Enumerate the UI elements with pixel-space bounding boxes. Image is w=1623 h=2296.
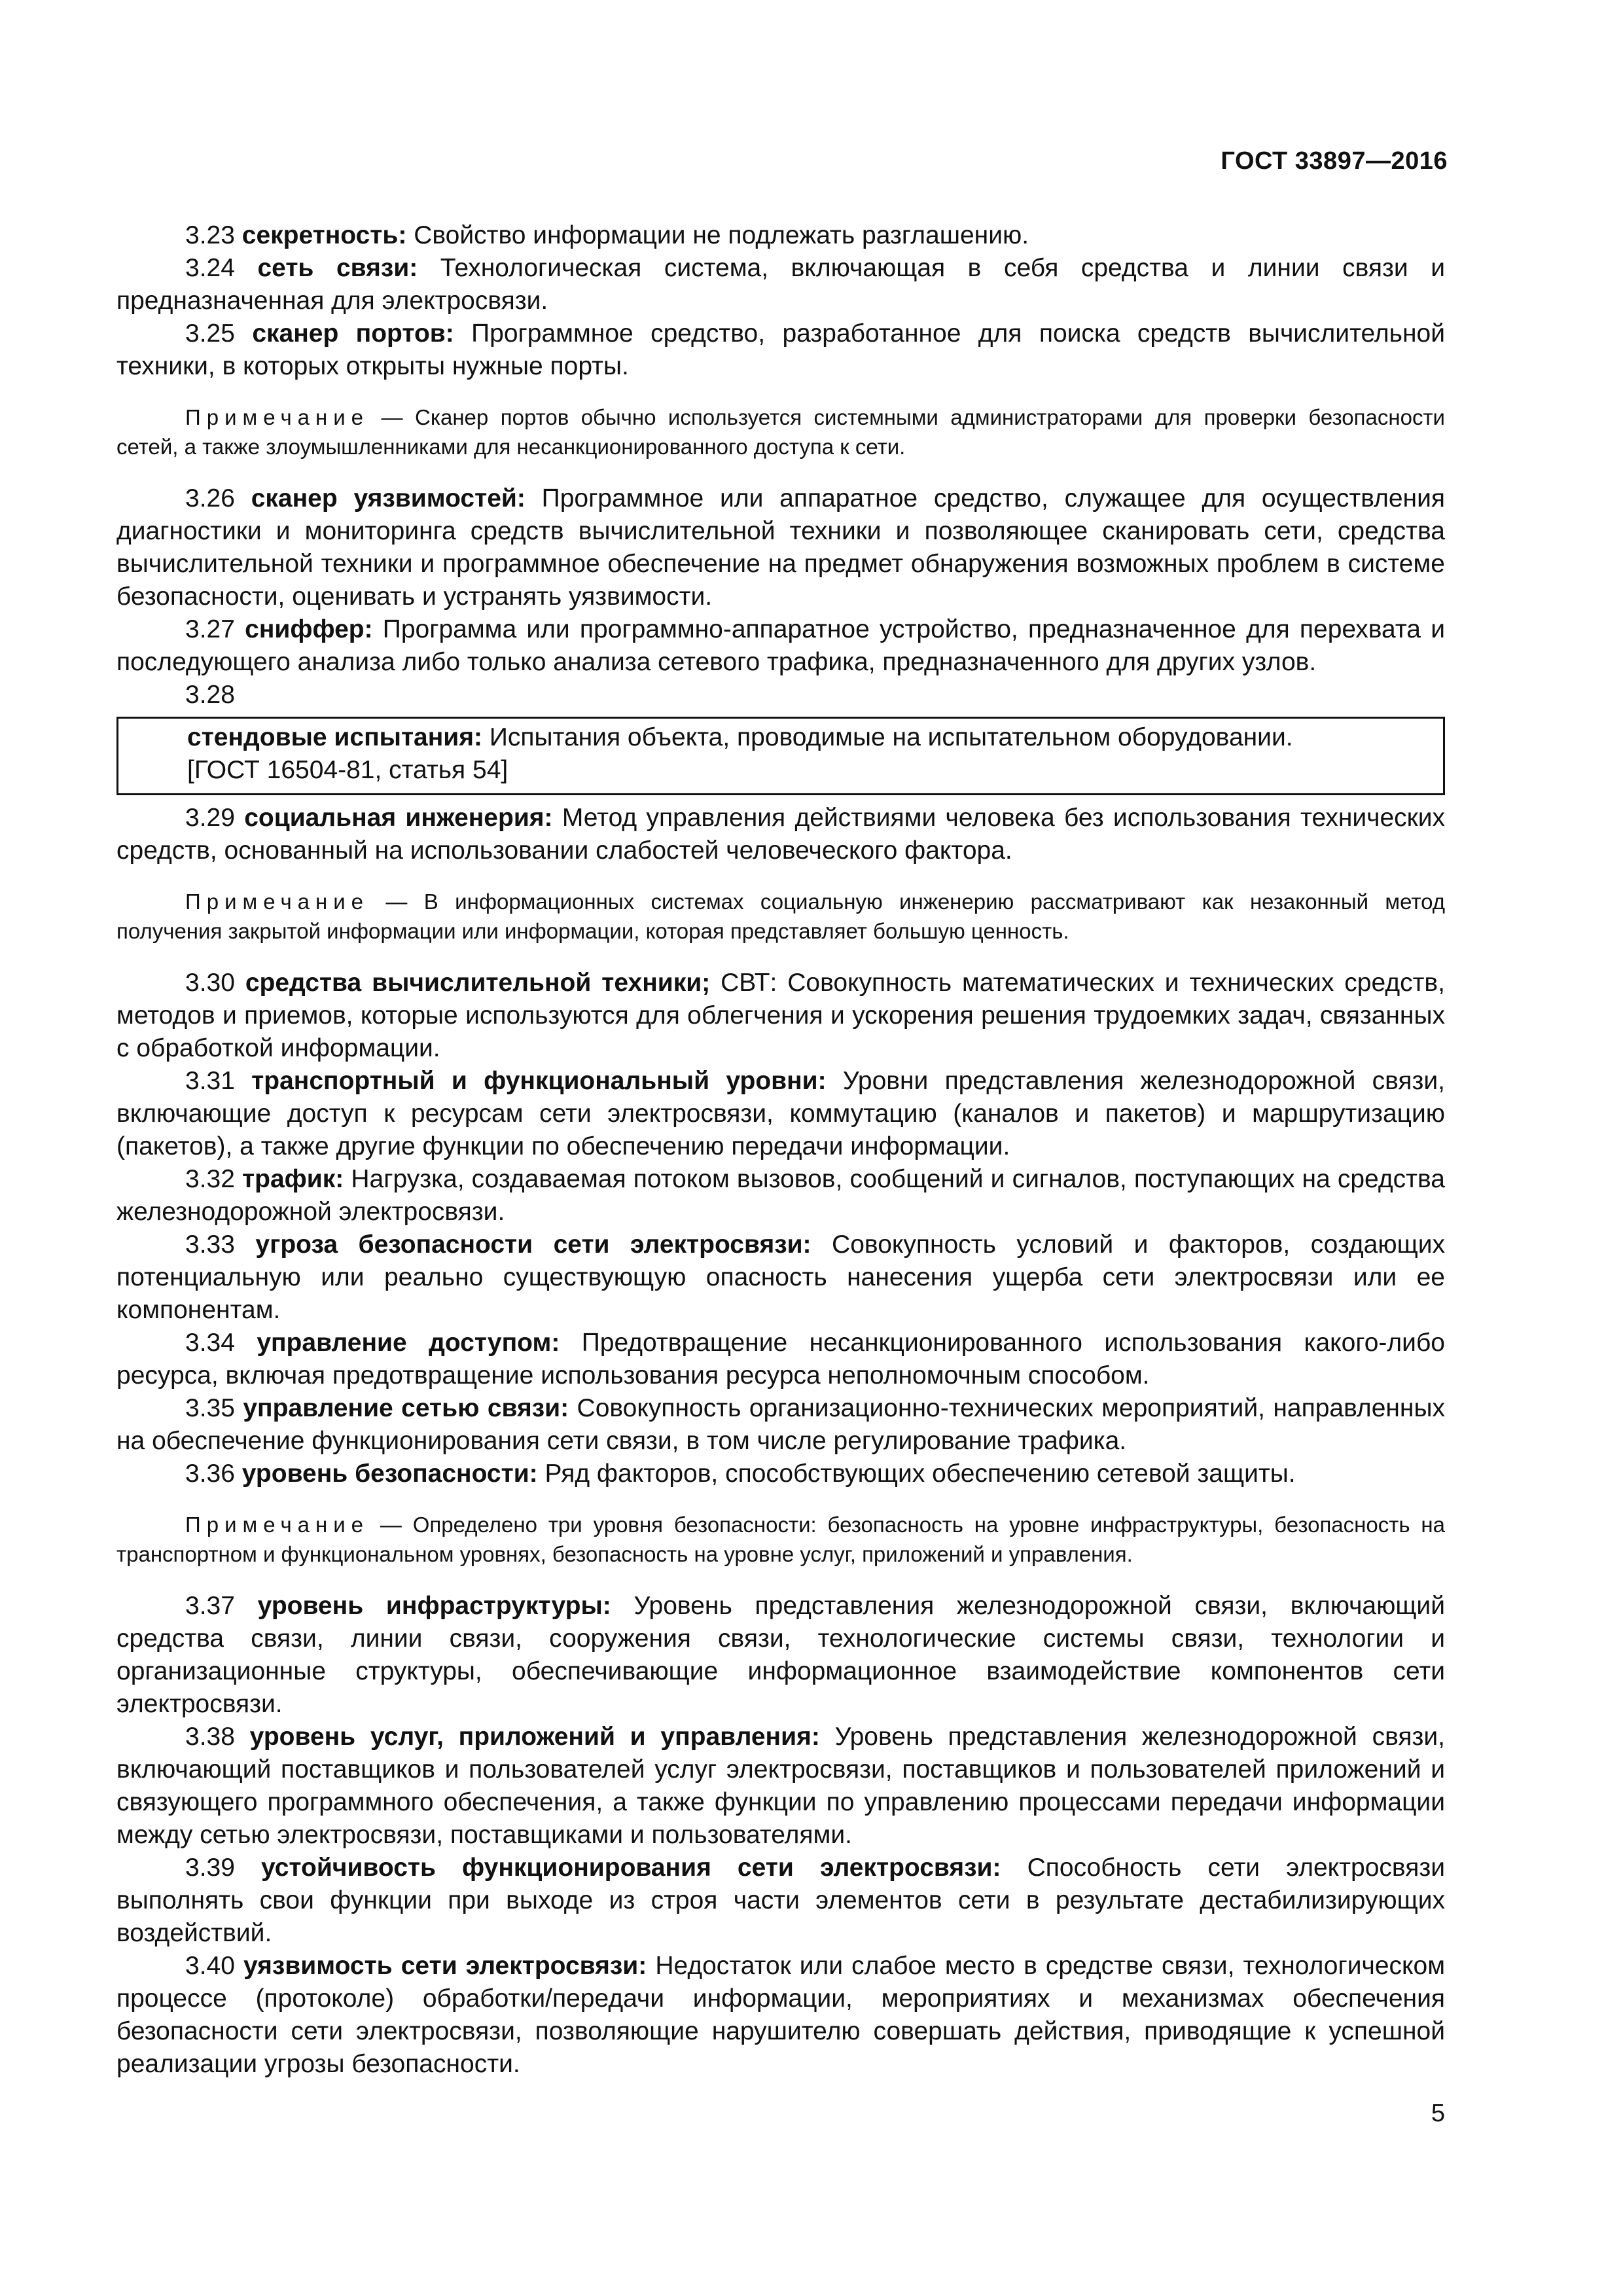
note-port-scanner: [116, 403, 1445, 461]
entry-definition: Испытания объекта, проводимые на испытательном оборудовании.: [482, 723, 1293, 751]
note-security-levels: [116, 1510, 1445, 1569]
entry-definition: Уровень представления железнодорожной связи, включающий средства связи, линии связи, сооружения связи, технологические системы связи, технологии и организационные структуры, обеспечивающие информационное взаимодействие компонентов сети электросвязи.: [116, 1592, 1446, 1718]
entry-number: 3.25: [185, 319, 235, 348]
entry-3-24: [116, 252, 1445, 317]
entry-definition: Ряд факторов, способствующих обеспечению сетевой защиты.: [537, 1460, 1296, 1488]
entry-3-32: [116, 1163, 1445, 1229]
quoted-definition-box: [116, 717, 1445, 795]
entry-term: угроза безопасности сети электросвязи:: [255, 1230, 812, 1259]
note-label: Примечание: [185, 1513, 370, 1537]
entry-term: стендовые испытания:: [187, 723, 483, 751]
entry-definition: Программа или программно-аппаратное устройство, предназначенное для перехвата и последующего анализа либо только анализа сетевого трафика, предназначенного для других узлов.: [116, 615, 1445, 676]
entry-3-36: [116, 1458, 1445, 1490]
entry-definition: СВТ: Совокупность математических и технических средств, методов и приемов, которые используются для облегчения и ускорения решения трудоемких задач, связанных с обработкой информации.: [116, 969, 1445, 1062]
entry-3-23: [116, 219, 1445, 252]
entry-definition: Технологическая система, включающая в себя средства и линии связи и предназначенная для электросвязи.: [116, 254, 1445, 315]
entry-number: 3.37: [185, 1592, 235, 1620]
entry-number: 3.39: [185, 1854, 235, 1882]
entry-definition: Совокупность организационно-технических мероприятий, направленных на обеспечение функционирования сети связи, в том числе регулирование трафика.: [116, 1394, 1445, 1455]
entry-definition: Недостаток или слабое место в средстве связи, технологическом процессе (протоколе) обработки/передачи информации, мероприятиях и механизмах обеспечения безопасности сети электросвязи, позволяющие нарушителю совершать действия, приводящие к успешной реализации угрозы безопасности.: [116, 1952, 1446, 2078]
entry-definition: Свойство информации не подлежать разглашению.: [406, 221, 1029, 249]
entry-number: 3.30: [185, 969, 235, 997]
entry-number: 3.33: [185, 1230, 235, 1259]
entry-number: 3.32: [185, 1165, 235, 1193]
entry-term: уровень услуг, приложений и управления:: [249, 1723, 820, 1751]
entry-term: уровень инфраструктуры:: [257, 1592, 611, 1620]
entry-definition: Программное или аппаратное средство, служащее для осуществления диагностики и мониторинга средств вычислительной техники и позволяющее сканировать сети, средства вычислительной техники и программное обеспечение на предмет обнаружения возможных проблем в системе безопасности, оценивать и устранять уязвимости.: [116, 484, 1445, 611]
entry-number: 3.31: [185, 1067, 235, 1095]
entry-definition: Программное средство, разработанное для поиска средств вычислительной техники, в которых открыты нужные порты.: [116, 319, 1445, 380]
entry-term: секретность:: [241, 221, 407, 249]
boxed-definition: [187, 721, 1443, 754]
entry-definition: Совокупность условий и факторов, создающих потенциальную или реально существующую опасность нанесения ущерба сети электросвязи или ее компонентам.: [116, 1230, 1445, 1324]
entry-number: 3.26: [185, 484, 235, 512]
entry-term: социальная инженерия:: [244, 804, 553, 832]
entry-definition: Предотвращение несанкционированного использования какого-либо ресурса, включая предотвращение использования ресурса неполномочным способом.: [116, 1329, 1445, 1390]
entry-number: 3.27: [185, 615, 235, 643]
entry-3-31: [116, 1065, 1445, 1163]
entry-number: 3.38: [185, 1723, 235, 1751]
entry-number: 3.40: [185, 1952, 235, 1980]
entry-number: 3.28: [185, 681, 235, 709]
entry-term: сниффер:: [245, 615, 373, 643]
document-body: [116, 219, 1445, 2081]
note-label: Примечание: [185, 889, 370, 914]
entry-3-34: [116, 1327, 1445, 1392]
entry-number: 3.24: [185, 254, 235, 282]
entry-3-29: [116, 802, 1445, 867]
entry-3-27: [116, 613, 1445, 679]
entry-number: 3.34: [185, 1329, 235, 1357]
entry-term: устойчивость функционирования сети электросвязи:: [261, 1854, 1001, 1882]
entry-definition: Уровень представления железнодорожной связи, включающий поставщиков и пользователей услуг электросвязи, поставщиков и пользователей приложений и связующего программного обеспечения, а также функции по управлению процессами передачи информации между сетью электросвязи, поставщиками и пользователями.: [116, 1723, 1445, 1849]
entry-3-39: [116, 1852, 1445, 1950]
document-id: ГОСТ 33897—2016: [1221, 147, 1448, 175]
entry-3-33: [116, 1229, 1445, 1327]
entry-term: уровень безопасности:: [241, 1460, 538, 1488]
note-text: — Сканер портов обычно используется системными администраторами для проверки безопасности сетей, а также злоумышленниками для несанкционированного доступа к сети.: [116, 405, 1445, 459]
entry-3-35: [116, 1392, 1445, 1458]
entry-3-38: [116, 1721, 1445, 1852]
entry-term: управление доступом:: [257, 1329, 560, 1357]
entry-3-37: [116, 1590, 1445, 1721]
entry-number: 3.23: [185, 221, 235, 249]
entry-definition: Способность сети электросвязи выполнять свои функции при выходе из строя части элементов сети в результате дестабилизирующих воздействий.: [116, 1854, 1445, 1947]
entry-number: 3.36: [185, 1460, 235, 1488]
entry-term: управление сетью связи:: [243, 1394, 569, 1422]
entry-definition: Метод управления действиями человека без использования технических средств, основанный на использовании слабостей человеческого фактора.: [116, 804, 1445, 865]
note-text: — Определено три уровня безопасности: безопасность на уровне инфраструктуры, безопасность на транспортном и функциональном уровнях, безопасность на уровне услуг, приложений и управления.: [116, 1513, 1445, 1566]
entry-3-40: [116, 1950, 1445, 2081]
entry-term: средства вычислительной техники;: [245, 969, 711, 997]
entry-term: уязвимость сети электросвязи:: [243, 1952, 647, 1980]
entry-3-26: [116, 482, 1445, 613]
entry-3-28: [116, 679, 1445, 711]
note-label: Примечание: [185, 405, 370, 429]
entry-number: 3.29: [185, 804, 235, 832]
entry-term: транспортный и функциональный уровни:: [251, 1067, 827, 1095]
page-number: 5: [1431, 2100, 1445, 2127]
entry-term: сеть связи:: [257, 254, 418, 282]
entry-3-30: [116, 967, 1445, 1065]
note-text: — В информационных системах социальную инженерию рассматривают как незаконный метод получения закрытой информации или информации, которая представляет большую ценность.: [116, 889, 1445, 943]
entry-3-25: [116, 317, 1445, 383]
note-social-engineering: [116, 887, 1445, 946]
entry-term: сканер уязвимостей:: [251, 484, 526, 512]
entry-definition: Уровни представления железнодорожной связи, включающие доступ к ресурсам сети электросвязи, коммутацию (каналов и пакетов) и маршрутизацию (пакетов), а также другие функции по обеспечению передачи информации.: [116, 1067, 1445, 1160]
entry-definition: Нагрузка, создаваемая потоком вызовов, сообщений и сигналов, поступающих на средства железнодорожной электросвязи.: [116, 1165, 1445, 1226]
entry-term: сканер портов:: [252, 319, 454, 348]
standard-reference: [ГОСТ 16504-81, статья 54]: [187, 756, 508, 784]
entry-number: 3.35: [185, 1394, 235, 1422]
entry-term: трафик:: [242, 1165, 344, 1193]
